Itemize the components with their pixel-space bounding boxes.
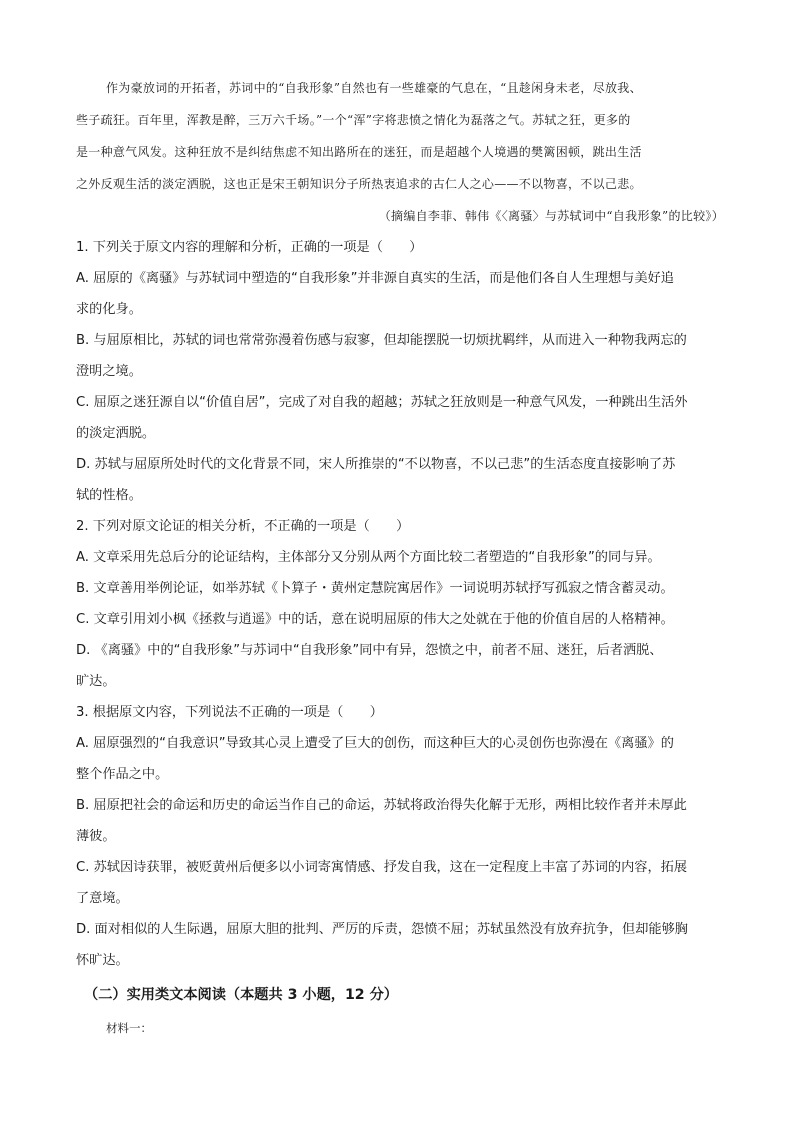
option-b-line1: B. 文章善用举例论证，如举苏轼《卜算子・黄州定慧院寓居作》一词说明苏轼抒写孤寂之情含蓄灵动。 bbox=[76, 581, 674, 596]
passage-line: 之外反观生活的淡定洒脱，这也正是宋王朝知识分子所热衷追求的古仁人之心——不以物喜，不以己悲。 bbox=[76, 177, 642, 191]
option-d-line1: D. 面对相似的人生际遇，屈原大胆的批判、严厉的斥责，怨愤不屈；苏轼虽然没有放弃抗争，但却能够胸 bbox=[76, 922, 688, 937]
question-stem: 1. 下列关于原文内容的理解和分析，正确的一项是（ ） bbox=[76, 240, 423, 255]
option-a-line2: 求的化身。 bbox=[76, 302, 142, 317]
question-stem: 3. 根据原文内容，下列说法不正确的一项是（ ） bbox=[76, 705, 383, 720]
option-a-line1: A. 屈原的《离骚》与苏轼词中塑造的“自我形象”并非源自真实的生活，而是他们各自人生理想与美好追 bbox=[76, 271, 674, 286]
option-b-line1: B. 与屈原相比，苏轼的词也常常弥漫着伤感与寂寥，但却能摆脱一切烦扰羁绊，从而进入一种物我两忘的 bbox=[76, 333, 687, 348]
option-d-line2: 旷达。 bbox=[76, 674, 116, 689]
option-c-line1: C. 苏轼因诗获罪，被贬黄州后便多以小词寄寓情感、抒发自我，这在一定程度上丰富了苏词的内容，拓展 bbox=[76, 860, 688, 875]
option-d-line2: 怀旷达。 bbox=[76, 953, 129, 968]
material-label: 材料一： bbox=[106, 1021, 152, 1035]
passage-line: 是一种意气风发。这种狂放不是纠结焦虑不知出路所在的迷狂，而是超越个人境遇的樊篱困顿，跳出生活 bbox=[76, 145, 642, 159]
passage-source: （摘编自李菲、韩伟《〈离骚〉与苏轼词中“自我形象”的比较》） bbox=[378, 209, 724, 223]
option-b-line1: B. 屈原把社会的命运和历史的命运当作自己的命运，苏轼将政治得失化解于无形，两相比较作者并未厚此 bbox=[76, 798, 687, 813]
passage-line: 作为豪放词的开拓者，苏词中的“自我形象”自然也有一些雄豪的气息在，“且趁闲身未老，尽放我、 bbox=[106, 81, 642, 95]
option-c-line2: 了意境。 bbox=[76, 891, 129, 906]
question-stem: 2. 下列对原文论证的相关分析，不正确的一项是（ ） bbox=[76, 519, 410, 534]
option-d-line1: D. 《离骚》中的“自我形象”与苏词中“自我形象”同中有异，怨愤之中，前者不屈、迷狂，后者洒脱、 bbox=[76, 643, 663, 658]
questions-area bbox=[76, 232, 726, 976]
section-title: （二）实用类文本阅读（本题共 3 小题，12 分） bbox=[84, 987, 398, 1003]
option-a-line1: A. 文章采用先总后分的论证结构，主体部分又分别从两个方面比较二者塑造的“自我形象”的同与异。 bbox=[76, 550, 661, 565]
option-a-line2: 整个作品之中。 bbox=[76, 767, 169, 782]
option-c-line1: C. 屈原之迷狂源自以“价值自居”，完成了对自我的超越；苏轼之狂放则是一种意气风发，一种跳出生活外 bbox=[76, 395, 688, 410]
option-d-line2: 轼的性格。 bbox=[76, 488, 142, 503]
option-b-line2: 澄明之境。 bbox=[76, 364, 142, 379]
option-c-line1: C. 文章引用刘小枫《拯救与逍遥》中的话，意在说明屈原的伟大之处就在于他的价值自居的人格精神。 bbox=[76, 612, 674, 627]
option-c-line2: 的淡定洒脱。 bbox=[76, 426, 156, 441]
passage-excerpt bbox=[76, 72, 724, 232]
option-d-line1: D. 苏轼与屈原所处时代的文化背景不同，宋人所推崇的“不以物喜，不以己悲”的生活态度直接影响了苏 bbox=[76, 457, 676, 472]
passage-line: 些子疏狂。百年里，浑教是醉，三万六千场。”一个“浑”字将悲愤之情化为磊落之气。苏轼之狂，更多的 bbox=[76, 113, 631, 127]
option-a-line1: A. 屈原强烈的“自我意识”导致其心灵上遭受了巨大的创伤，而这种巨大的心灵创伤也弥漫在《离骚》的 bbox=[76, 736, 674, 751]
option-b-line2: 薄彼。 bbox=[76, 829, 116, 844]
